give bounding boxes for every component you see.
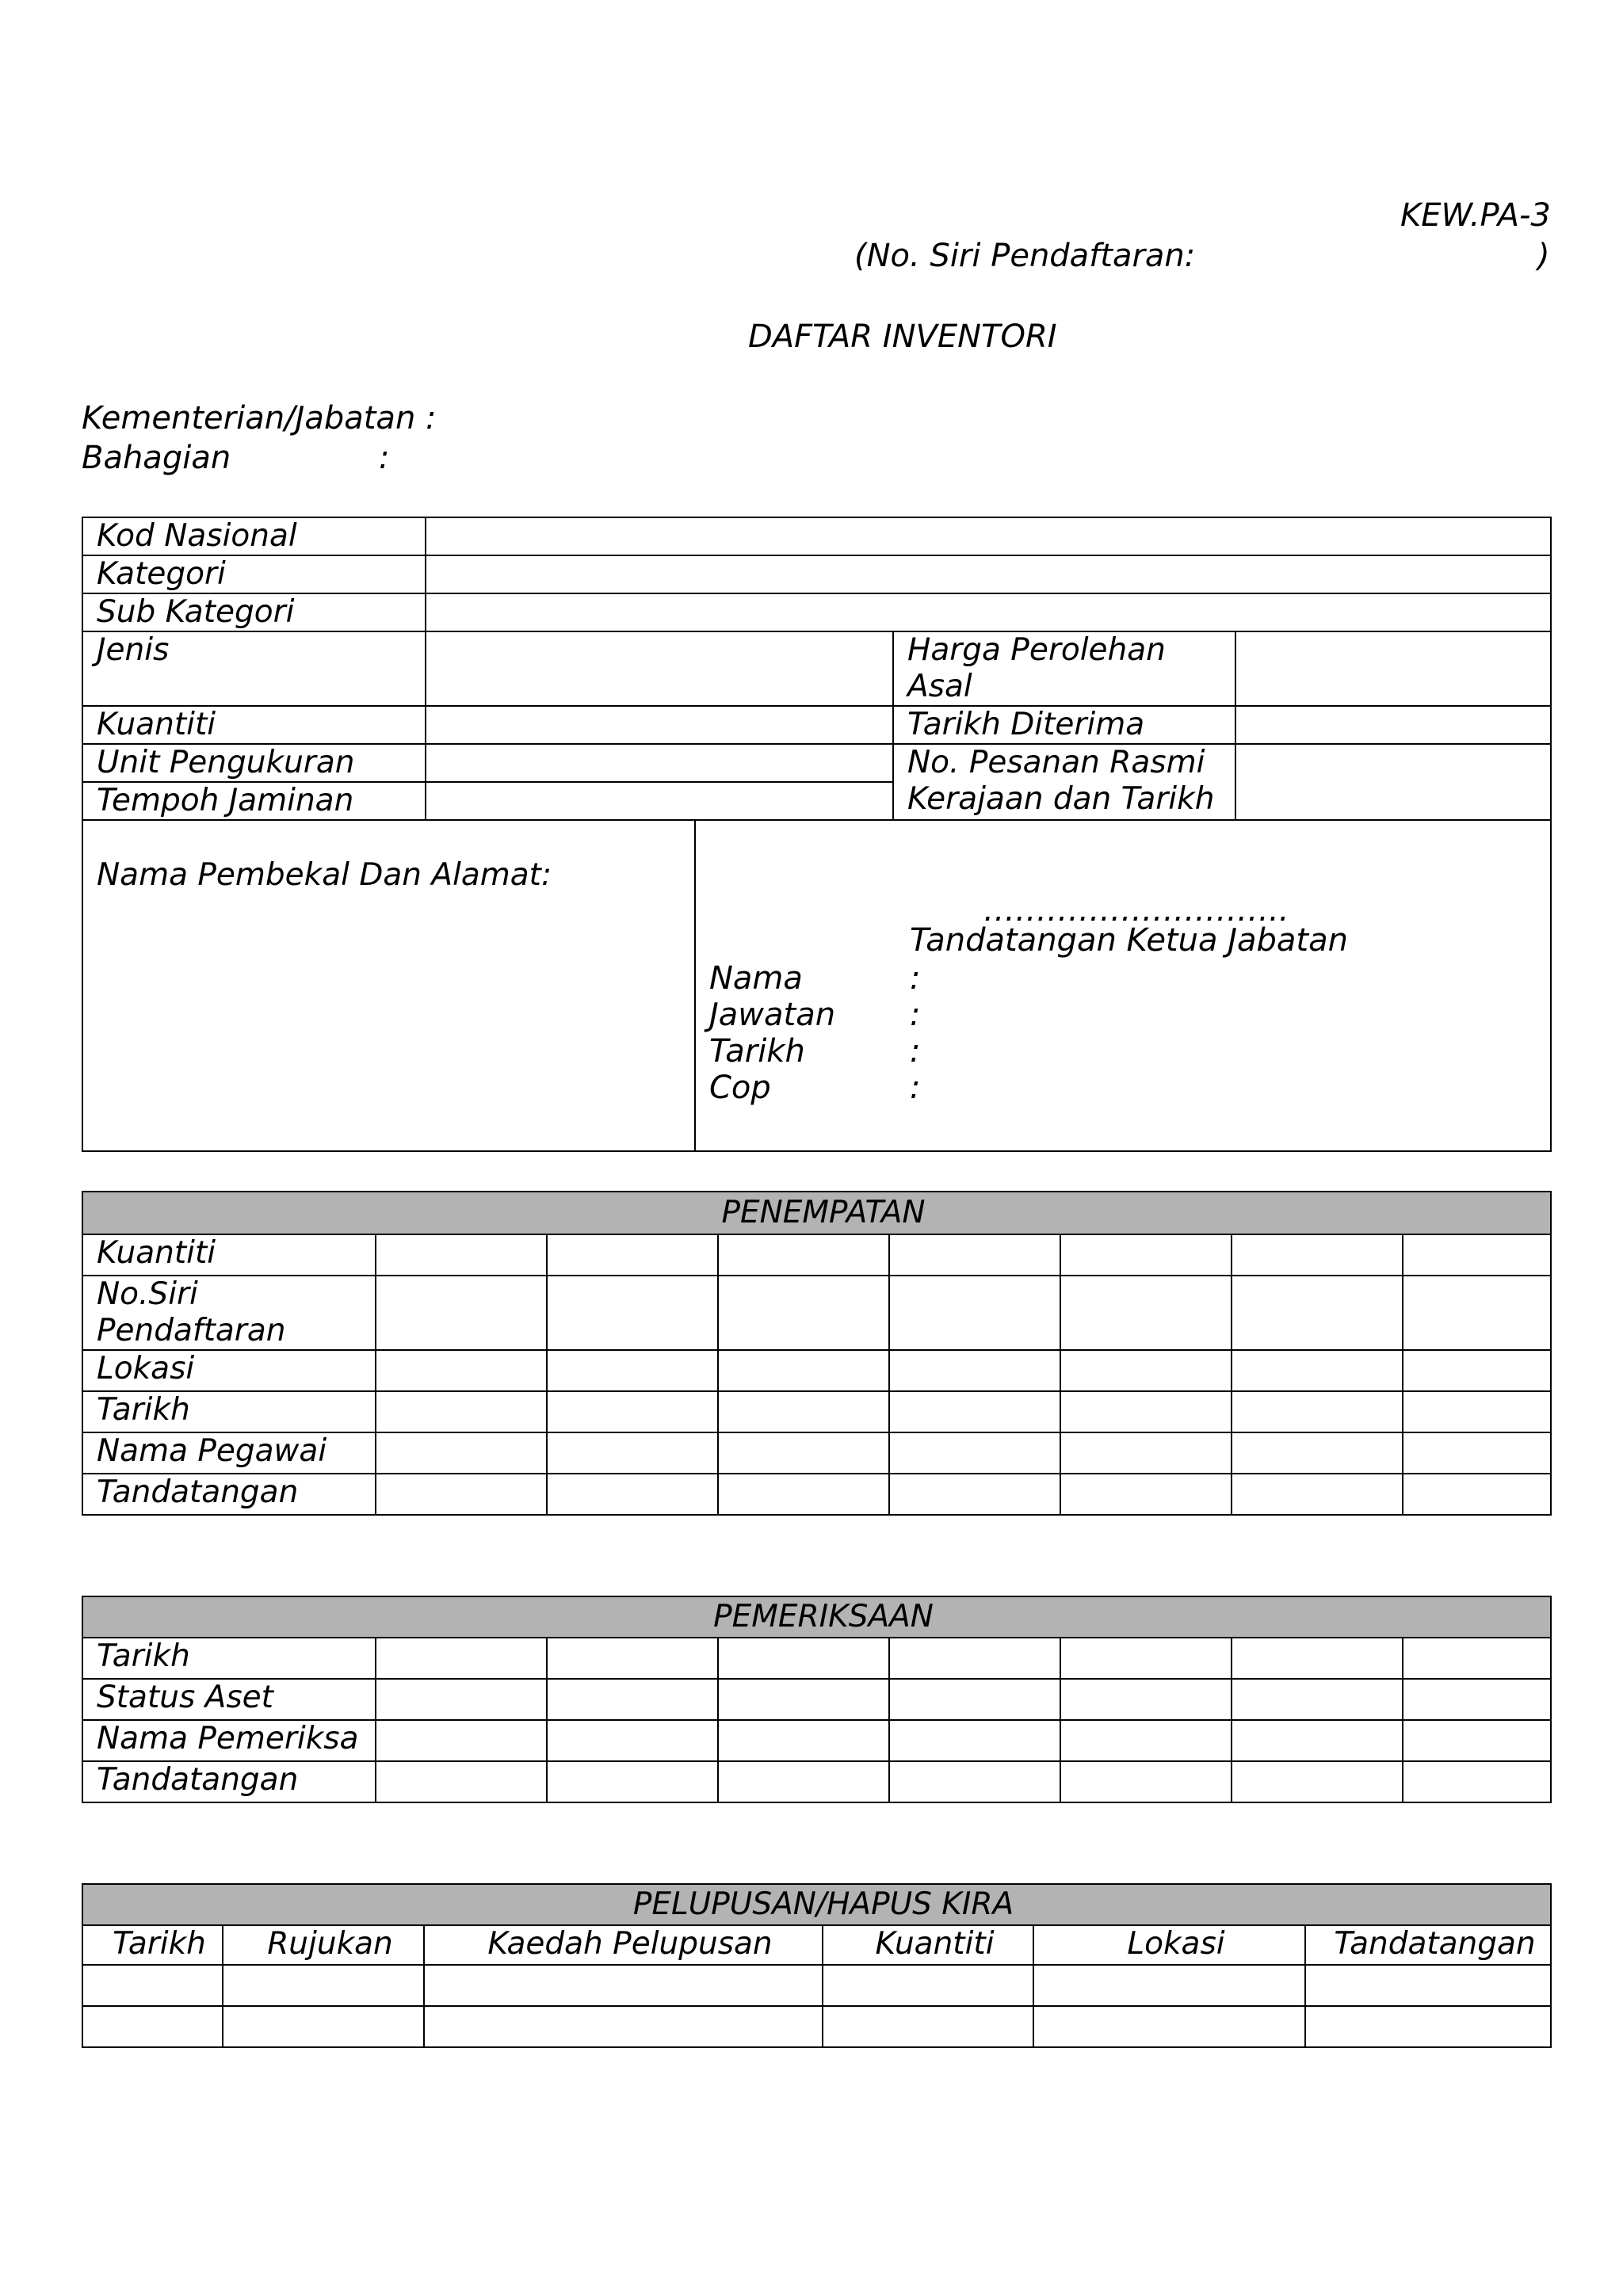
- pelupusan-table: [82, 1883, 1552, 2048]
- tempoh-jaminan-value[interactable]: [426, 782, 893, 820]
- pesanan-rasmi-line2: Kerajaan dan Tarikh: [907, 781, 1215, 817]
- pemeriksaan-cell[interactable]: [1060, 1638, 1232, 1679]
- harga-perolehan-line2: Asal: [907, 669, 972, 704]
- penempatan-row-label: Kuantiti: [82, 1234, 376, 1276]
- pemeriksaan-cell[interactable]: [1232, 1679, 1403, 1720]
- jenis-label: Jenis: [82, 631, 426, 706]
- pelupusan-cell[interactable]: [1305, 2006, 1551, 2047]
- penempatan-cell[interactable]: [1060, 1234, 1232, 1276]
- penempatan-table: [82, 1191, 1552, 1516]
- penempatan-cell[interactable]: [718, 1234, 889, 1276]
- pemeriksaan-cell[interactable]: [547, 1679, 718, 1720]
- signature-line: ………………………..: [983, 892, 1289, 929]
- pelupusan-header: [82, 1884, 1551, 1925]
- section-label: Bahagian: [82, 440, 231, 476]
- pemeriksaan-table: [82, 1596, 1552, 1803]
- penempatan-cell[interactable]: [376, 1350, 547, 1391]
- penempatan-cell[interactable]: [889, 1234, 1060, 1276]
- tarikh-diterima-value[interactable]: [1235, 706, 1551, 744]
- penempatan-cell[interactable]: [1060, 1432, 1232, 1474]
- sub-kategori-value[interactable]: [426, 593, 1551, 631]
- sig-field-jawatan: Jawatan: [709, 997, 836, 1033]
- penempatan-cell[interactable]: [1232, 1474, 1403, 1515]
- penempatan-cell[interactable]: [718, 1432, 889, 1474]
- penempatan-cell[interactable]: [889, 1276, 1060, 1350]
- jenis-value[interactable]: [426, 631, 893, 706]
- pemeriksaan-cell[interactable]: [1060, 1679, 1232, 1720]
- tarikh-diterima-label: Tarikh Diterima: [893, 706, 1235, 744]
- sig-colon-cop: :: [910, 1070, 921, 1106]
- pemeriksaan-cell[interactable]: [718, 1638, 889, 1679]
- serial-number-label: (No. Siri Pendaftaran:: [854, 238, 1196, 274]
- pembekal-cell[interactable]: [82, 820, 695, 1151]
- penempatan-header: [82, 1192, 1551, 1234]
- harga-perolehan-line1: Harga Perolehan: [907, 632, 1166, 668]
- sig-colon-tarikh: :: [910, 1033, 921, 1070]
- tempoh-jaminan-label: Tempoh Jaminan: [82, 782, 426, 820]
- sig-field-nama: Nama: [709, 960, 803, 997]
- asset-details-table: [82, 517, 1552, 1152]
- penempatan-cell[interactable]: [1232, 1432, 1403, 1474]
- pemeriksaan-cell[interactable]: [1403, 1761, 1551, 1802]
- signature-block[interactable]: [695, 820, 1551, 1151]
- pemeriksaan-cell[interactable]: [889, 1638, 1060, 1679]
- penempatan-cell[interactable]: [547, 1350, 718, 1391]
- no-siri-line1: No.Siri: [97, 1276, 198, 1312]
- pemeriksaan-cell[interactable]: [547, 1638, 718, 1679]
- penempatan-cell[interactable]: [1403, 1474, 1551, 1515]
- pelupusan-cell[interactable]: [223, 2006, 424, 2047]
- penempatan-cell[interactable]: [718, 1391, 889, 1432]
- pelupusan-cell[interactable]: [1305, 1965, 1551, 2006]
- penempatan-cell[interactable]: [547, 1432, 718, 1474]
- penempatan-cell[interactable]: [1232, 1234, 1403, 1276]
- penempatan-cell[interactable]: [1403, 1276, 1551, 1350]
- sig-field-tarikh: Tarikh: [709, 1033, 805, 1070]
- pemeriksaan-title: PEMERIKSAAN: [713, 1599, 934, 1634]
- signature-title: Tandatangan Ketua Jabatan: [910, 922, 1348, 959]
- pemeriksaan-row-label: Tarikh: [82, 1638, 376, 1679]
- pemeriksaan-cell[interactable]: [1060, 1720, 1232, 1761]
- penempatan-cell[interactable]: [1060, 1350, 1232, 1391]
- penempatan-cell[interactable]: [718, 1474, 889, 1515]
- sig-colon-jawatan: :: [910, 997, 921, 1033]
- pelupusan-col-rujukan: Rujukan: [223, 1925, 424, 1965]
- pelupusan-cell[interactable]: [823, 2006, 1033, 2047]
- pemeriksaan-cell[interactable]: [718, 1761, 889, 1802]
- pelupusan-cell[interactable]: [1033, 2006, 1305, 2047]
- penempatan-row-label: Lokasi: [82, 1350, 376, 1391]
- pemeriksaan-cell[interactable]: [1403, 1720, 1551, 1761]
- pelupusan-cell[interactable]: [424, 1965, 823, 2006]
- section-colon: :: [379, 440, 390, 476]
- pemeriksaan-cell[interactable]: [547, 1761, 718, 1802]
- penempatan-cell[interactable]: [376, 1276, 547, 1350]
- pemeriksaan-cell[interactable]: [376, 1679, 547, 1720]
- kod-nasional-label: Kod Nasional: [82, 517, 426, 555]
- penempatan-cell[interactable]: [1403, 1350, 1551, 1391]
- penempatan-cell[interactable]: [889, 1350, 1060, 1391]
- penempatan-cell[interactable]: [547, 1276, 718, 1350]
- penempatan-row-label: Tandatangan: [82, 1474, 376, 1515]
- pemeriksaan-cell[interactable]: [889, 1720, 1060, 1761]
- ministry-label: Kementerian/Jabatan :: [82, 400, 437, 437]
- penempatan-cell[interactable]: [889, 1432, 1060, 1474]
- pemeriksaan-cell[interactable]: [889, 1679, 1060, 1720]
- sub-kategori-label: Sub Kategori: [82, 593, 426, 631]
- penempatan-cell[interactable]: [1403, 1432, 1551, 1474]
- penempatan-cell[interactable]: [889, 1391, 1060, 1432]
- pemeriksaan-cell[interactable]: [376, 1761, 547, 1802]
- penempatan-cell[interactable]: [718, 1350, 889, 1391]
- pelupusan-title: PELUPUSAN/HAPUS KIRA: [632, 1886, 1014, 1922]
- pemeriksaan-cell[interactable]: [1232, 1638, 1403, 1679]
- penempatan-cell[interactable]: [1403, 1391, 1551, 1432]
- penempatan-cell[interactable]: [376, 1391, 547, 1432]
- penempatan-cell[interactable]: [1232, 1276, 1403, 1350]
- pemeriksaan-cell[interactable]: [376, 1720, 547, 1761]
- penempatan-cell[interactable]: [376, 1474, 547, 1515]
- pelupusan-cell[interactable]: [424, 2006, 823, 2047]
- kod-nasional-value[interactable]: [426, 517, 1551, 555]
- pelupusan-col-tarikh: Tarikh: [82, 1925, 223, 1965]
- pemeriksaan-cell[interactable]: [1060, 1761, 1232, 1802]
- penempatan-title: PENEMPATAN: [721, 1195, 926, 1230]
- pemeriksaan-cell[interactable]: [1403, 1638, 1551, 1679]
- penempatan-row-label: Tarikh: [82, 1391, 376, 1432]
- pemeriksaan-cell[interactable]: [889, 1761, 1060, 1802]
- penempatan-cell[interactable]: [547, 1391, 718, 1432]
- pemeriksaan-header: [82, 1596, 1551, 1638]
- pelupusan-cell[interactable]: [1033, 1965, 1305, 2006]
- penempatan-cell[interactable]: [376, 1234, 547, 1276]
- kuantiti-label: Kuantiti: [82, 706, 426, 744]
- pelupusan-cell[interactable]: [82, 1965, 223, 2006]
- pelupusan-cell[interactable]: [223, 1965, 424, 2006]
- penempatan-cell[interactable]: [1403, 1234, 1551, 1276]
- kategori-value[interactable]: [426, 555, 1551, 593]
- penempatan-cell[interactable]: [889, 1474, 1060, 1515]
- penempatan-cell[interactable]: [1060, 1276, 1232, 1350]
- pembekal-label: Nama Pembekal Dan Alamat:: [97, 857, 552, 893]
- pemeriksaan-cell[interactable]: [376, 1638, 547, 1679]
- pesanan-rasmi-value[interactable]: [1235, 744, 1551, 820]
- unit-pengukuran-value[interactable]: [426, 744, 893, 782]
- penempatan-cell[interactable]: [1232, 1391, 1403, 1432]
- pemeriksaan-cell[interactable]: [718, 1679, 889, 1720]
- pelupusan-col-tandatangan: Tandatangan: [1305, 1925, 1551, 1965]
- penempatan-cell[interactable]: [376, 1432, 547, 1474]
- form-code: KEW.PA-3: [1400, 197, 1551, 234]
- sig-field-cop: Cop: [709, 1070, 771, 1106]
- sig-colon-nama: :: [910, 960, 921, 997]
- pesanan-rasmi-label: [893, 744, 1235, 820]
- penempatan-cell[interactable]: [547, 1474, 718, 1515]
- penempatan-row-label: Nama Pegawai: [82, 1432, 376, 1474]
- penempatan-cell[interactable]: [718, 1276, 889, 1350]
- pelupusan-cell[interactable]: [823, 1965, 1033, 2006]
- pemeriksaan-cell[interactable]: [547, 1720, 718, 1761]
- penempatan-cell[interactable]: [1060, 1474, 1232, 1515]
- kuantiti-value[interactable]: [426, 706, 893, 744]
- pelupusan-col-kuantiti: Kuantiti: [823, 1925, 1033, 1965]
- serial-number-close: ): [1537, 238, 1550, 274]
- pesanan-rasmi-line1: No. Pesanan Rasmi: [907, 745, 1205, 780]
- pelupusan-col-kaedah: Kaedah Pelupusan: [424, 1925, 823, 1965]
- penempatan-row-label: [82, 1276, 376, 1350]
- harga-perolehan-label: [893, 631, 1235, 706]
- pemeriksaan-cell[interactable]: [1232, 1761, 1403, 1802]
- pemeriksaan-cell[interactable]: [718, 1720, 889, 1761]
- harga-perolehan-value[interactable]: [1235, 631, 1551, 706]
- unit-pengukuran-label: Unit Pengukuran: [82, 744, 426, 782]
- pelupusan-cell[interactable]: [82, 2006, 223, 2047]
- pemeriksaan-row-label: Nama Pemeriksa: [82, 1720, 376, 1761]
- pemeriksaan-row-label: Status Aset: [82, 1679, 376, 1720]
- pelupusan-col-lokasi: Lokasi: [1033, 1925, 1305, 1965]
- document-title: DAFTAR INVENTORI: [748, 318, 1057, 355]
- penempatan-cell[interactable]: [1232, 1350, 1403, 1391]
- no-siri-line2: Pendaftaran: [97, 1313, 286, 1348]
- penempatan-cell[interactable]: [1060, 1391, 1232, 1432]
- kategori-label: Kategori: [82, 555, 426, 593]
- penempatan-cell[interactable]: [547, 1234, 718, 1276]
- pemeriksaan-cell[interactable]: [1403, 1679, 1551, 1720]
- pemeriksaan-row-label: Tandatangan: [82, 1761, 376, 1802]
- pemeriksaan-cell[interactable]: [1232, 1720, 1403, 1761]
